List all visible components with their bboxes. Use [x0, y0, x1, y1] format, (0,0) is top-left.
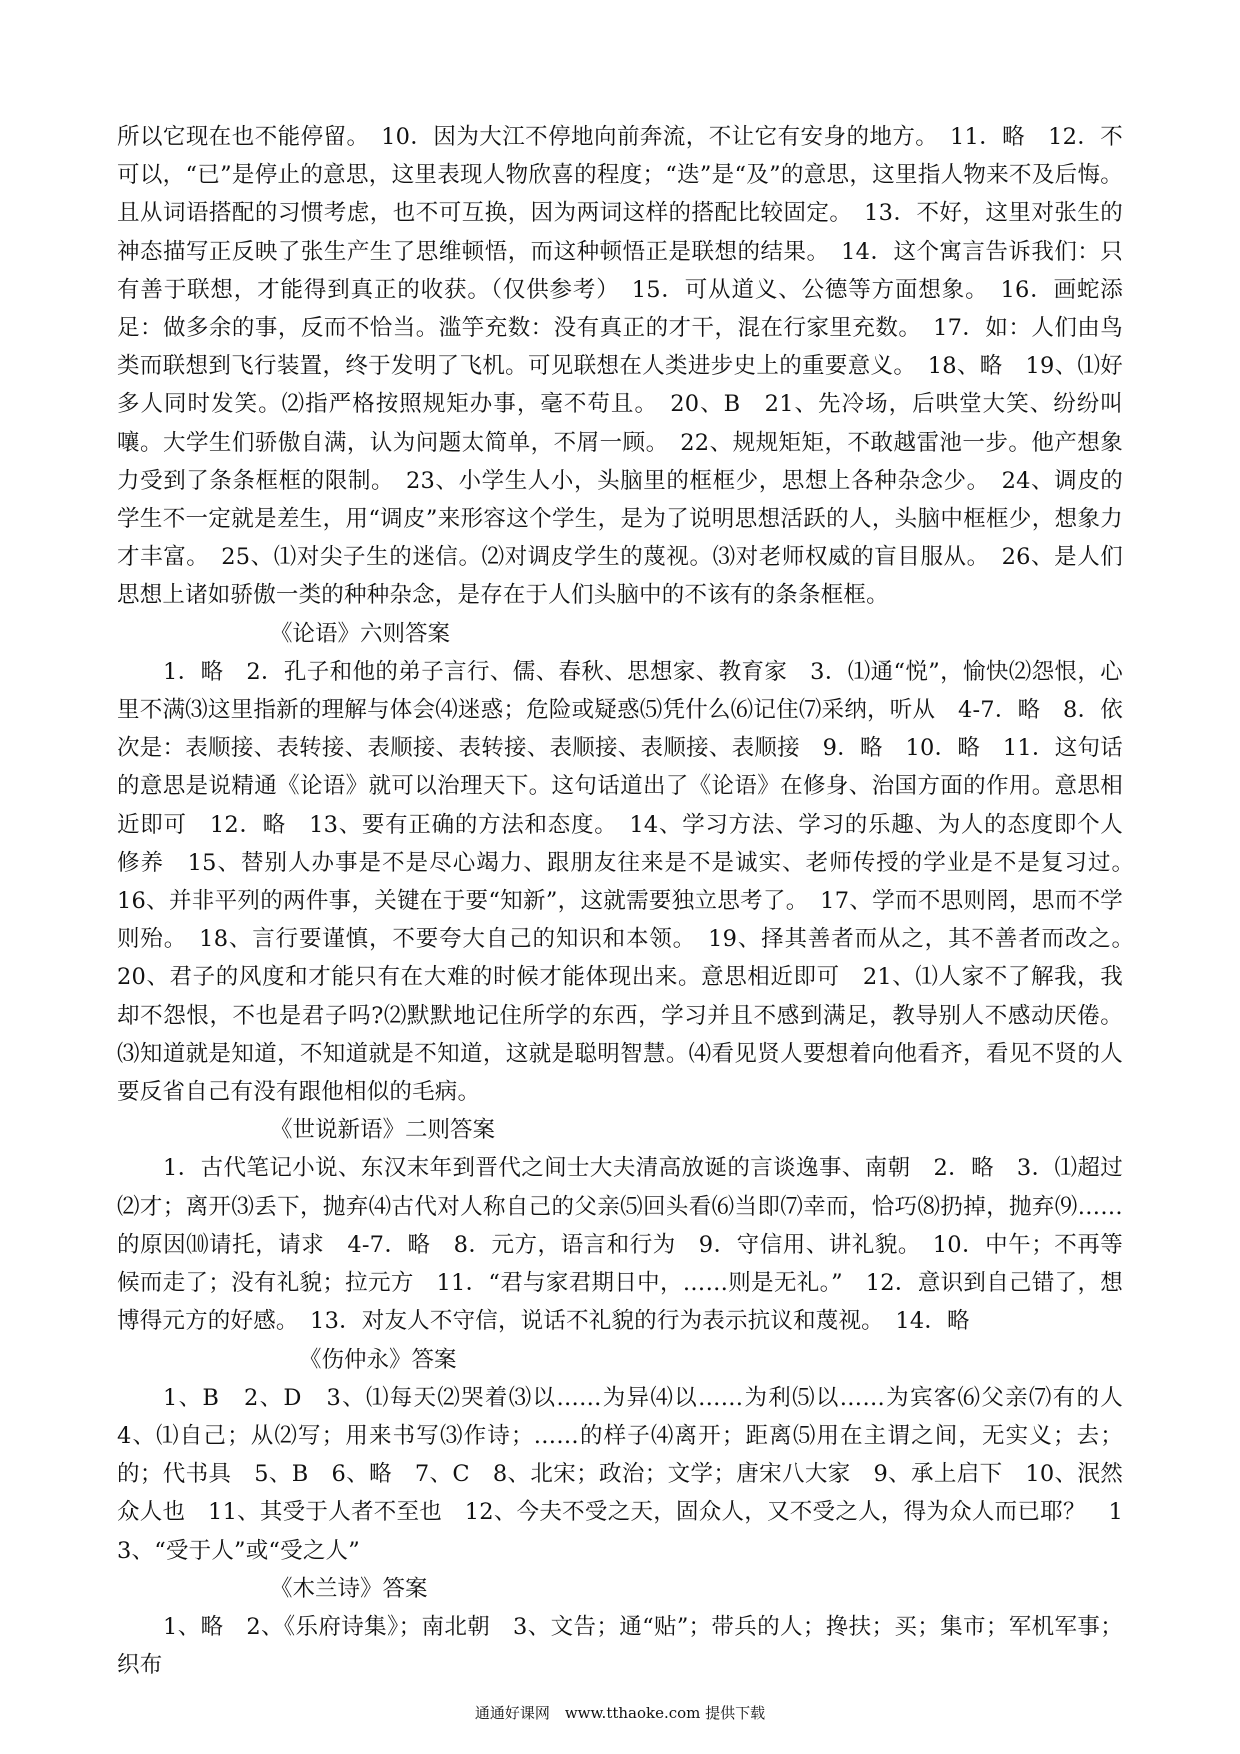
page-footer: 通通好课网 www.tthaoke.com 提供下载: [474, 1704, 766, 1722]
section-body-shangzhongyong: 1、B 2、D 3、⑴每天⑵哭着⑶以……为异⑷以……为利⑸以……为宾客⑹父亲⑺有的人 4、⑴自己；从⑵写；用来书写⑶作诗；……的样子⑷离开；距离⑸用在主谓之间，无实义；去；的；代书具 5、B 6、略 7、C 8、北宋；政治；文学；唐宋八大家 9、承上启下 10、泯然众人也 11、其受于人者不至也 12、今夫不受之天，固众人，又不受之人，得为众人而已耶？ 13、“受于人”或“受之人”: [117, 1384, 1146, 1564]
section-heading-shishuo: 《世说新语》二则答案: [270, 1117, 496, 1144]
section-body-lunyu: 1．略 2．孔子和他的弟子言行、儒、春秋、思想家、教育家 3．⑴通“悦”，愉快⑵怨恨，心里不满⑶这里指新的理解与体会⑷迷惑；危险或疑惑⑸凭什么⑹记住⑺采纳，听从 4-7．略 8．依次是：表顺接、表转接、表顺接、表转接、表顺接、表顺接、表顺接 9．略 10．略 11．这句话的意思是说精通《论语》就可以治理天下。这句话道出了《论语》在修身、治国方面的作用。意思相近即可 12．略 13、要有正确的方法和态度。 14、学习方法、学习的乐趣、为人的态度即个人修养 15、替别人办事是不是尽心竭力、跟朋友往来是不是诚实、老师传授的学业是不是复习过。 16、并非平列的两件事，关键在于要“知新”，这就需要独立思考了。 17、学而不思则罔，思而不学则殆。 18、言行要谨慎，不要夸大自己的知识和本领。 19、择其善者而从之，其不善者而改之。 20、君子的风度和才能只有在大难的时候才能体现出来。意思相近即可 21、⑴人家不了解我，我却不怨恨，不也是君子吗?⑵默默地记住所学的东西，学习并且不感到满足，教导别人不感动厌倦。⑶知道就是知道，不知道就是不知道，这就是聪明智慧。⑷看见贤人要想着向他看齐，看见不贤的人要反省自己有没有跟他相似的毛病。: [117, 658, 1146, 1106]
section-heading-shangzhongyong: 《伤仲永》答案: [299, 1346, 457, 1373]
section-body-mulan: 1、略 2、《乐府诗集》；南北朝 3、文告；通“贴”；带兵的人；搀扶；买；集市；军机军事；织布: [117, 1613, 1123, 1679]
answer-text: [117, 118, 1146, 1684]
section-body-shishuo: 1．古代笔记小说、东汉末年到晋代之间士大夫清高放诞的言谈逸事、南朝 2．略 3．⑴超过⑵才；离开⑶丢下，抛弃⑷古代对人称自己的父亲⑸回头看⑹当即⑺幸而，恰巧⑻扔掉，抛弃⑼……的原因⑽请托，请求 4-7．略 8．元方，语言和行为 9．守信用、讲礼貌。 10．中午；不再等候而走了；没有礼貌；拉元方 11．“君与家君期日中，……则是无礼。” 12．意识到自己错了，想博得元方的好感。 13．对友人不守信，说话不礼貌的行为表示抗议和蔑视。 14．略: [117, 1155, 1123, 1335]
section-heading-mulan: 《木兰诗》答案: [270, 1575, 428, 1602]
section-heading-lunyu: 《论语》六则答案: [270, 620, 451, 647]
intro-paragraph: 所以它现在也不能停留。 10．因为大江不停地向前奔流，不让它有安身的地方。 11．略 12．不可以，“已”是停止的意思，这里表现人物欣喜的程度；“迭”是“及”的意思，这里指人物来不及后悔。且从词语搭配的习惯考虑，也不可互换，因为两词这样的搭配比较固定。 13．不好，这里对张生的神态描写正反映了张生产生了思维顿悟，而这种顿悟正是联想的结果。 14．这个寓言告诉我们：只有善于联想，才能得到真正的收获。（仅供参考） 15．可从道义、公德等方面想象。 16．画蛇添足：做多余的事，反而不恰当。滥竽充数：没有真正的才干，混在行家里充数。 17．如：人们由鸟类而联想到飞行装置，终于发明了飞机。可见联想在人类进步史上的重要意义。 18、略 19、⑴好多人同时发笑。⑵指严格按照规矩办事，毫不苟且。 20、B 21、先冷场，后哄堂大笑、纷纷叫嚷。大学生们骄傲自满，认为问题太简单，不屑一顾。 22、规规矩矩，不敢越雷池一步。他产想象力受到了条条框框的限制。 23、小学生人小，头脑里的框框少，思想上各种杂念少。 24、调皮的学生不一定就是差生，用“调皮”来形容这个学生，是为了说明思想活跃的人，头脑中框框少，想象力才丰富。 25、⑴对尖子生的迷信。⑵对调皮学生的蔑视。⑶对老师权威的盲目服从。 26、是人们思想上诸如骄傲一类的种种杂念，是存在于人们头脑中的不该有的条条框框。: [117, 124, 1123, 609]
